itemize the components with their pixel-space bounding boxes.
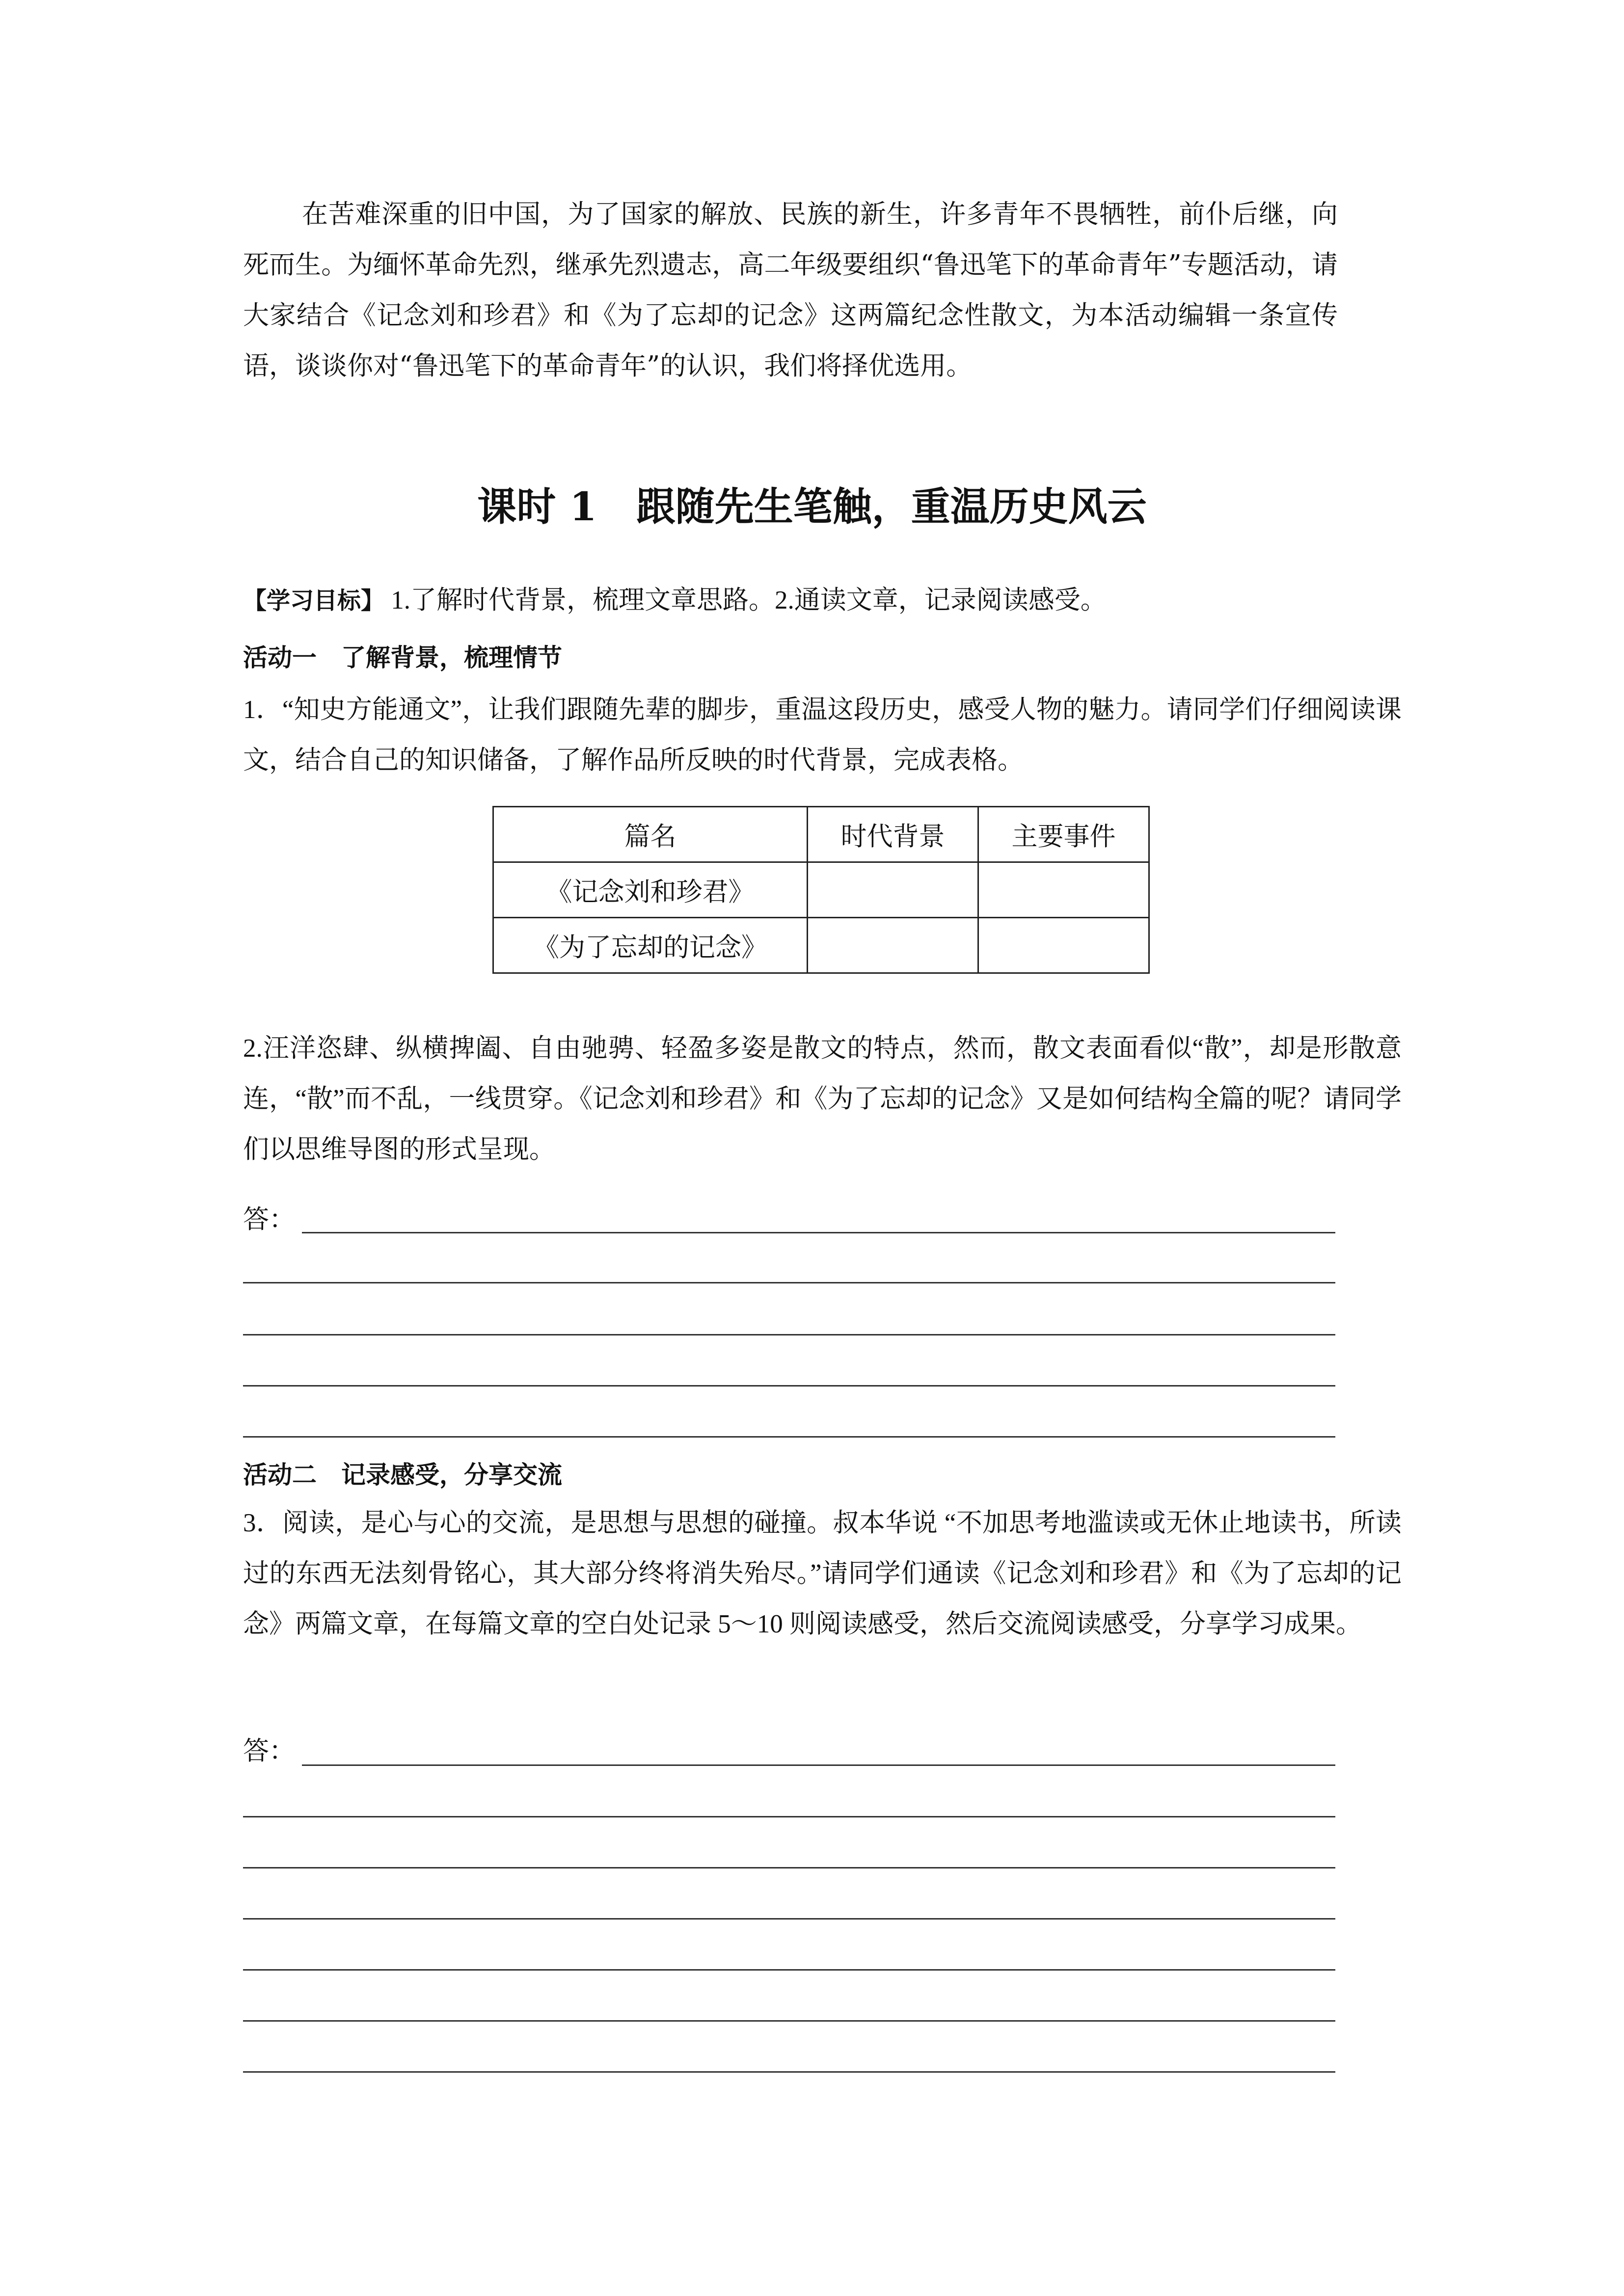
answer-line[interactable] xyxy=(302,1232,1335,1233)
objectives-tag: 【学习目标】 xyxy=(243,587,385,614)
question-3: 3．阅读，是心与心的交流，是思想与思想的碰撞。叔本华说 “不加思考地滥读或无休止地读书，所读过的东西无法刻骨铭心，其大部分终将消失殆尽。”请同学们通读《记念刘和珍君》和《为了忘却的记念》两篇文章，在每篇文章的空白处记录 5～10 则阅读感受，然后交流阅读感受，分享学习成果。 xyxy=(243,1509,1402,1638)
answer-line[interactable] xyxy=(302,1764,1335,1766)
background-table xyxy=(492,806,1150,974)
answer-line[interactable] xyxy=(243,2020,1335,2022)
table-cell-title: 《记念刘和珍君》 xyxy=(493,862,808,918)
table-header-cell: 时代背景 xyxy=(808,807,978,862)
table-header-cell: 篇名 xyxy=(493,807,808,862)
activity-2-heading: 活动二 记录感受，分享交流 xyxy=(243,1461,562,1489)
intro-paragraph: 在苦难深重的旧中国，为了国家的解放、民族的新生，许多青年不畏牺牲，前仆后继，向死而生。为缅怀革命先烈，继承先烈遗志，高二年级要组织“鲁迅笔下的革命青年”专题活动，请大家结合《记念刘和珍君》和《为了忘却的记念》这两篇纪念性散文，为本活动编辑一条宣传语，谈谈你对“鲁迅笔下的革命青年”的认识，我们将择优选用。 xyxy=(243,199,1338,381)
table-cell-input[interactable] xyxy=(978,862,1149,918)
answer-label: 答： xyxy=(243,1737,295,1765)
answer-line[interactable] xyxy=(243,1918,1335,1920)
question-2: 2.汪洋恣肆、纵横捭阖、自由驰骋、轻盈多姿是散文的特点，然而，散文表面看似“散”，却是形散意连，“散”而不乱，一线贯穿。《记念刘和珍君》和《为了忘却的记念》又是如何结构全篇的呢？请同学们以思维导图的形式呈现。 xyxy=(243,1034,1402,1164)
question-1: 1．“知史方能通文”，让我们跟随先辈的脚步，重温这段历史，感受人物的魅力。请同学们仔细阅读课文，结合自己的知识储备，了解作品所反映的时代背景，完成表格。 xyxy=(243,695,1402,774)
objectives-text: 1.了解时代背景，梳理文章思路。2.通读文章，记录阅读感受。 xyxy=(384,586,1107,614)
answer-label: 答： xyxy=(243,1205,295,1234)
answer-line[interactable] xyxy=(243,1816,1335,1817)
answer-line[interactable] xyxy=(243,1385,1335,1387)
answer-line[interactable] xyxy=(243,1282,1335,1283)
table-cell-input[interactable] xyxy=(808,862,978,918)
activity-1-heading: 活动一 了解背景，梳理情节 xyxy=(243,643,562,672)
table-cell-input[interactable] xyxy=(808,918,978,973)
answer-line[interactable] xyxy=(243,1969,1335,1971)
table-cell-title: 《为了忘却的记念》 xyxy=(493,918,808,973)
lesson-title: 课时 1 跟随先生笔触，重温历史风云 xyxy=(477,483,1147,530)
learning-objectives xyxy=(243,575,1387,626)
answer-line[interactable] xyxy=(243,1867,1335,1869)
table-header-cell: 主要事件 xyxy=(978,807,1149,862)
answer-line[interactable] xyxy=(243,2071,1335,2073)
table-header-row xyxy=(493,807,1149,862)
table-row xyxy=(493,918,1149,973)
table-row xyxy=(493,862,1149,918)
answer-line[interactable] xyxy=(243,1334,1335,1335)
answer-line[interactable] xyxy=(243,1436,1335,1438)
table-cell-input[interactable] xyxy=(978,918,1149,973)
